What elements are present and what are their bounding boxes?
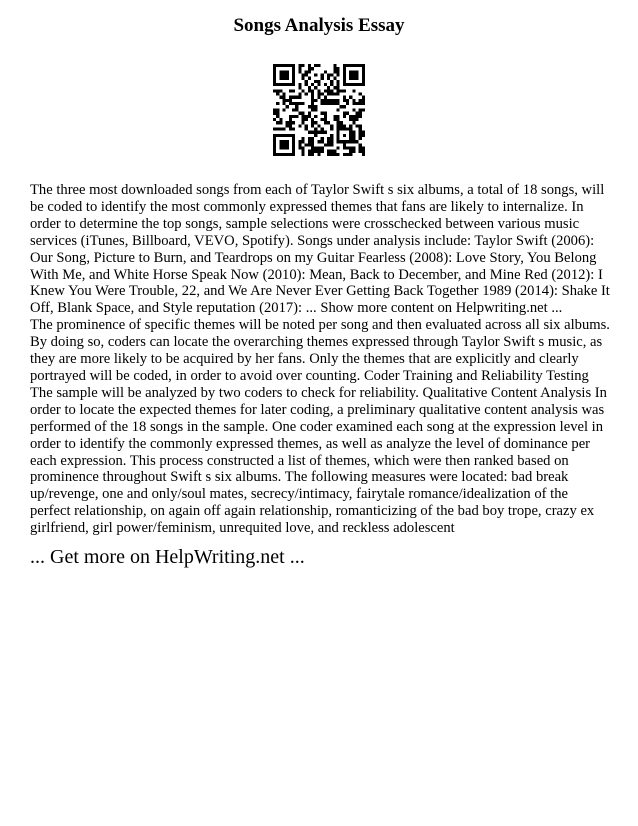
essay-body xyxy=(30,182,610,537)
document-title: Songs Analysis Essay xyxy=(233,15,405,36)
essay-paragraph: The prominence of specific themes will be noted per song and then evaluated across all six albums. By doing so, coders can locate the overarching themes expressed through Taylor Swift s music, as they are more likely to be acquired by her fans. Only the themes that are explicitly and clearly portrayed will be coded, in order to avoid over counting. Coder Training and Reliability Testing The sample will be analyzed by two coders to check for reliability. Qualitative Content Analysis In order to locate the expected themes for later coding, a preliminary qualitative content analysis was performed of the 18 songs in the sample. One coder examined each song at the expression level in order to identify the commonly expressed themes, as well as analyze the level of dominance per each expression. This process constructed a list of themes, which were then ranked based on prominence throughout Swift s six albums. The following measures were located: bad break up/revenge, one and only/soul mates, secrecy/intimacy, fairytale romance/idealization of the perfect relationship, on again off again relationship, romanticizing of the bad boy trope, crazy ex girlfriend, girl power/feminism, unrequited love, and reckless adolescent xyxy=(30,317,610,537)
essay-paragraph: The three most downloaded songs from each of Taylor Swift s six albums, a total of 18 songs, will be coded to identify the most commonly expressed themes that fans are likely to internalize. In order to determine the top songs, sample selections were crosschecked between various music services (iTunes, Billboard, VEVO, Spotify). Songs under analysis include: Taylor Swift (2006): Our Song, Picture to Burn, and Teardrops on my Guitar Fearless (2008): Love Story, You Belong With Me, and White Horse Speak Now (2010): Mean, Back to December, and Mine Red (2012): I Knew You Were Trouble, 22, and We Are Never Ever Getting Back Together 1989 (2014): Shake It Off, Blank Space, and Style reputation (2017): ... Show more content on Helpwriting.net ... xyxy=(30,182,610,317)
qr-code-icon xyxy=(273,64,365,156)
get-more-link[interactable]: ... Get more on HelpWriting.net ... xyxy=(30,546,305,568)
